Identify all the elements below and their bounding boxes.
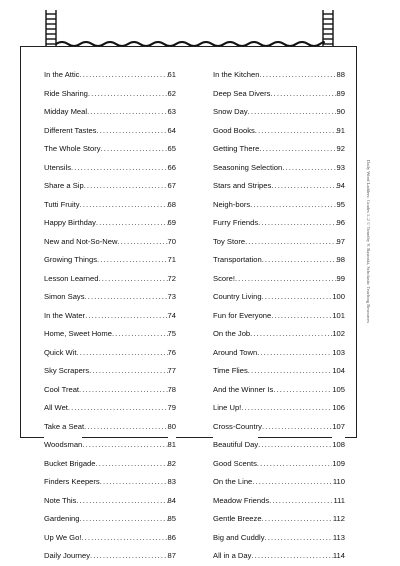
toc-entry [213,418,345,437]
toc-entry-page: 100 [332,288,345,307]
toc-entry-title: All in a Day [213,547,251,566]
toc-entry [44,381,176,400]
toc-entry-page: 69 [168,214,176,233]
toc-entry [213,492,345,511]
toc-entry [44,344,176,363]
toc-entry-title: On the Line [213,473,252,492]
toc-entry [213,196,345,215]
toc-entry [44,362,176,381]
toc-entry-page: 75 [168,325,176,344]
toc-dot-leader [259,140,336,159]
toc-entry-page: 103 [332,344,345,363]
toc-entry-title: Take a Seat [44,418,84,437]
toc-entry-title: Beautiful Day [213,436,258,455]
toc-entry-page: 85 [168,510,176,529]
toc-entry-page: 87 [168,547,176,566]
toc-entry [213,307,345,326]
toc-entry-page: 63 [168,103,176,122]
toc-entry [44,177,176,196]
toc-dot-leader [96,214,168,233]
toc-entry-title: Line Up! [213,399,241,418]
toc-entry-page: 109 [332,455,345,474]
toc-entry [44,473,176,492]
toc-entry-page: 89 [337,85,345,104]
toc-entry [213,85,345,104]
toc-entry [44,288,176,307]
toc-entry-page: 108 [332,436,345,455]
toc-entry-title: The Whole Story [44,140,101,159]
toc-dot-leader [97,251,168,270]
toc-entry-page: 99 [337,270,345,289]
toc-entry [213,344,345,363]
toc-entry-page: 96 [337,214,345,233]
toc-dot-leader [82,436,167,455]
toc-entry-title: Furry Friends [213,214,258,233]
toc-entry [44,214,176,233]
toc-entry [213,233,345,252]
toc-entry-title: Midday Meal [44,103,87,122]
toc-entry-title: Utensils [44,159,71,178]
toc-entry [213,214,345,233]
toc-entry-title: Country Living [213,288,262,307]
toc-entry-page: 98 [337,251,345,270]
toc-entry [213,325,345,344]
toc-dot-leader [112,325,168,344]
toc-entry [213,270,345,289]
toc-entry [44,399,176,418]
toc-dot-leader [98,270,167,289]
toc-entry-page: 107 [332,418,345,437]
toc-entry-title: In the Water [44,307,85,326]
toc-entry-title: Getting There [213,140,259,159]
toc-entry [213,362,345,381]
toc-entry-page: 92 [337,140,345,159]
toc-entry-title: Good Books [213,122,255,141]
toc-dot-leader [259,66,336,85]
toc-dot-leader [262,288,333,307]
toc-entry-page: 83 [168,473,176,492]
toc-entry-title: Good Scents [213,455,257,474]
toc-entry [44,122,176,141]
toc-entry-page: 84 [168,492,176,511]
toc-dot-leader [85,307,167,326]
toc-dot-leader [257,344,332,363]
toc-dot-leader [100,473,168,492]
toc-entry-page: 77 [168,362,176,381]
toc-entry-title: Neigh-bors [213,196,250,215]
toc-entry-title: Gardening [44,510,79,529]
toc-entry-page: 102 [332,325,345,344]
toc-entry-title: Snow Day [213,103,248,122]
toc-entry-page: 62 [168,85,176,104]
toc-entry-title: Transportation [213,251,262,270]
toc-entry-title: Ride Sharing [44,85,88,104]
toc-dot-leader [85,288,168,307]
toc-entry-page: 94 [337,177,345,196]
toc-entry [44,85,176,104]
toc-entry [44,66,176,85]
toc-dot-leader [271,177,336,196]
toc-entry [44,140,176,159]
toc-dot-leader [89,362,167,381]
toc-entry-page: 71 [168,251,176,270]
toc-dot-leader [241,399,332,418]
toc-entry-page: 86 [168,529,176,548]
toc-entry-title: Home, Sweet Home [44,325,112,344]
toc-entry-title: Bucket Brigade [44,455,96,474]
toc-entry-page: 91 [337,122,345,141]
toc-entry-title: Up We Go! [44,529,81,548]
toc-entry [44,455,176,474]
toc-entry-title: Woodsman [44,436,82,455]
toc-entry-page: 74 [168,307,176,326]
ladder-header-illustration [40,8,340,48]
toc-entry-page: 81 [168,436,176,455]
toc-dot-leader [251,547,332,566]
toc-entry [213,66,345,85]
toc-entry [44,251,176,270]
toc-entry-page: 70 [168,233,176,252]
toc-entry [213,251,345,270]
toc-dot-leader [258,436,332,455]
toc-entry-title: Fun for Everyone [213,307,271,326]
toc-entry-page: 68 [168,196,176,215]
toc-dot-leader [80,196,168,215]
toc-entry-title: Cool Treat [44,381,79,400]
toc-dot-leader [245,233,336,252]
toc-entry [44,103,176,122]
toc-entry [44,233,176,252]
toc-dot-leader [90,547,168,566]
toc-entry-title: Sky Scrapers [44,362,89,381]
toc-entry-page: 101 [332,307,345,326]
toc-entry [213,510,345,529]
toc-dot-leader [79,381,168,400]
toc-dot-leader [71,159,168,178]
toc-dot-leader [282,159,336,178]
toc-dot-leader [271,307,332,326]
toc-entry-page: 95 [337,196,345,215]
toc-dot-leader [270,85,336,104]
toc-dot-leader [265,529,333,548]
toc-left-column [44,66,176,566]
toc-entry-title: Different Tastes [44,122,96,141]
toc-entry-page: 65 [168,140,176,159]
toc-dot-leader [269,492,333,511]
toc-entry-page: 105 [332,381,345,400]
toc-entry-title: All Wet [44,399,68,418]
toc-entry-page: 78 [168,381,176,400]
toc-entry-title: Gentle Breeze [213,510,262,529]
toc-dot-leader [257,455,332,474]
toc-dot-leader [84,418,167,437]
toc-dot-leader [262,251,337,270]
toc-dot-leader [248,362,333,381]
toc-entry-title: New and Not-So-New [44,233,117,252]
toc-entry-title: Lesson Learned [44,270,98,289]
toc-entry-title: Quick Wit [44,344,77,363]
toc-entry [213,103,345,122]
toc-entry-page: 64 [168,122,176,141]
toc-entry-title: On the Job [213,325,250,344]
toc-dot-leader [77,344,168,363]
toc-right-column [213,66,345,566]
toc-entry-page: 76 [168,344,176,363]
toc-entry-page: 90 [337,103,345,122]
toc-entry-title: Note This [44,492,76,511]
toc-entry [44,159,176,178]
toc-dot-leader [248,103,337,122]
toc-dot-leader [87,103,167,122]
toc-dot-leader [88,85,168,104]
toc-entry [213,529,345,548]
toc-entry [213,547,345,566]
toc-dot-leader [262,418,332,437]
toc-entry-page: 106 [332,399,345,418]
toc-entry [213,455,345,474]
toc-entry-page: 67 [168,177,176,196]
right-ladder-icon [323,10,333,46]
toc-entry-page: 72 [168,270,176,289]
toc-dot-leader [68,399,168,418]
toc-entry [44,547,176,566]
toc-entry-title: Time Flies [213,362,248,381]
toc-entry-title: In the Kitchen [213,66,259,85]
toc-entry-page: 104 [332,362,345,381]
toc-entry [44,270,176,289]
toc-entry [213,473,345,492]
toc-dot-leader [84,177,168,196]
toc-entry-title: Tutti Fruity [44,196,80,215]
toc-dot-leader [250,196,336,215]
toc-dot-leader [273,381,332,400]
toc-dot-leader [255,122,337,141]
toc-entry-title: Finders Keepers [44,473,100,492]
toc-entry-title: Around Town [213,344,257,363]
toc-entry-page: 73 [168,288,176,307]
toc-entry [44,510,176,529]
toc-dot-leader [258,214,336,233]
toc-entry-title: Growing Things [44,251,97,270]
toc-entry [213,381,345,400]
toc-entry [213,159,345,178]
toc-entry-page: 111 [333,492,345,511]
toc-entry [213,436,345,455]
toc-entry-title: Toy Store [213,233,245,252]
toc-entry [44,196,176,215]
toc-dot-leader [252,473,333,492]
toc-entry-page: 61 [168,66,176,85]
toc-entry [213,140,345,159]
toc-dot-leader [81,529,167,548]
toc-entry-page: 82 [168,455,176,474]
toc-entry-page: 97 [337,233,345,252]
toc-entry-title: Share a Sip [44,177,84,196]
toc-entry [213,122,345,141]
toc-entry-page: 113 [333,529,345,548]
toc-entry [213,177,345,196]
toc-dot-leader [262,510,333,529]
toc-dot-leader [76,492,167,511]
toc-entry-title: Stars and Stripes [213,177,271,196]
toc-entry-page: 110 [333,473,345,492]
toc-entry-page: 80 [168,418,176,437]
toc-dot-leader [101,140,168,159]
toc-dot-leader [79,66,167,85]
toc-dot-leader [250,325,332,344]
toc-entry-title: Score! [213,270,235,289]
toc-entry-page: 114 [333,547,345,566]
toc-entry [44,325,176,344]
toc-entry [44,492,176,511]
toc-entry [44,307,176,326]
side-credit [363,160,373,410]
toc-entry-title: And the Winner Is [213,381,273,400]
toc-entry-page: 66 [168,159,176,178]
toc-dot-leader [96,455,168,474]
toc-entry-title: Big and Cuddly [213,529,265,548]
toc-entry-title: Deep Sea Divers [213,85,270,104]
left-ladder-icon [46,10,56,46]
toc-entry [44,418,176,437]
toc-entry-title: Cross-Country [213,418,262,437]
toc-entry-page: 79 [168,399,176,418]
toc-entry-page: 112 [333,510,345,529]
toc-dot-leader [117,233,167,252]
toc-entry-page: 88 [337,66,345,85]
side-credit-text: Daily Word Ladders: Grades 1–2 © Timothy V. Rasinski, Scholastic Teaching Resources [366,160,371,324]
toc-entry-page: 93 [337,159,345,178]
toc-dot-leader [235,270,337,289]
toc-dot-leader [96,122,167,141]
toc-entry [44,436,176,455]
toc-entry-title: Happy Birthday [44,214,96,233]
toc-entry-title: Daily Journey [44,547,90,566]
toc-entry-title: Simon Says [44,288,85,307]
toc-entry [213,288,345,307]
toc-dot-leader [79,510,167,529]
toc-entry [44,529,176,548]
toc-entry-title: In the Attic [44,66,79,85]
toc-entry-title: Meadow Friends [213,492,269,511]
toc-entry [213,399,345,418]
toc-entry-title: Seasoning Selection [213,159,282,178]
